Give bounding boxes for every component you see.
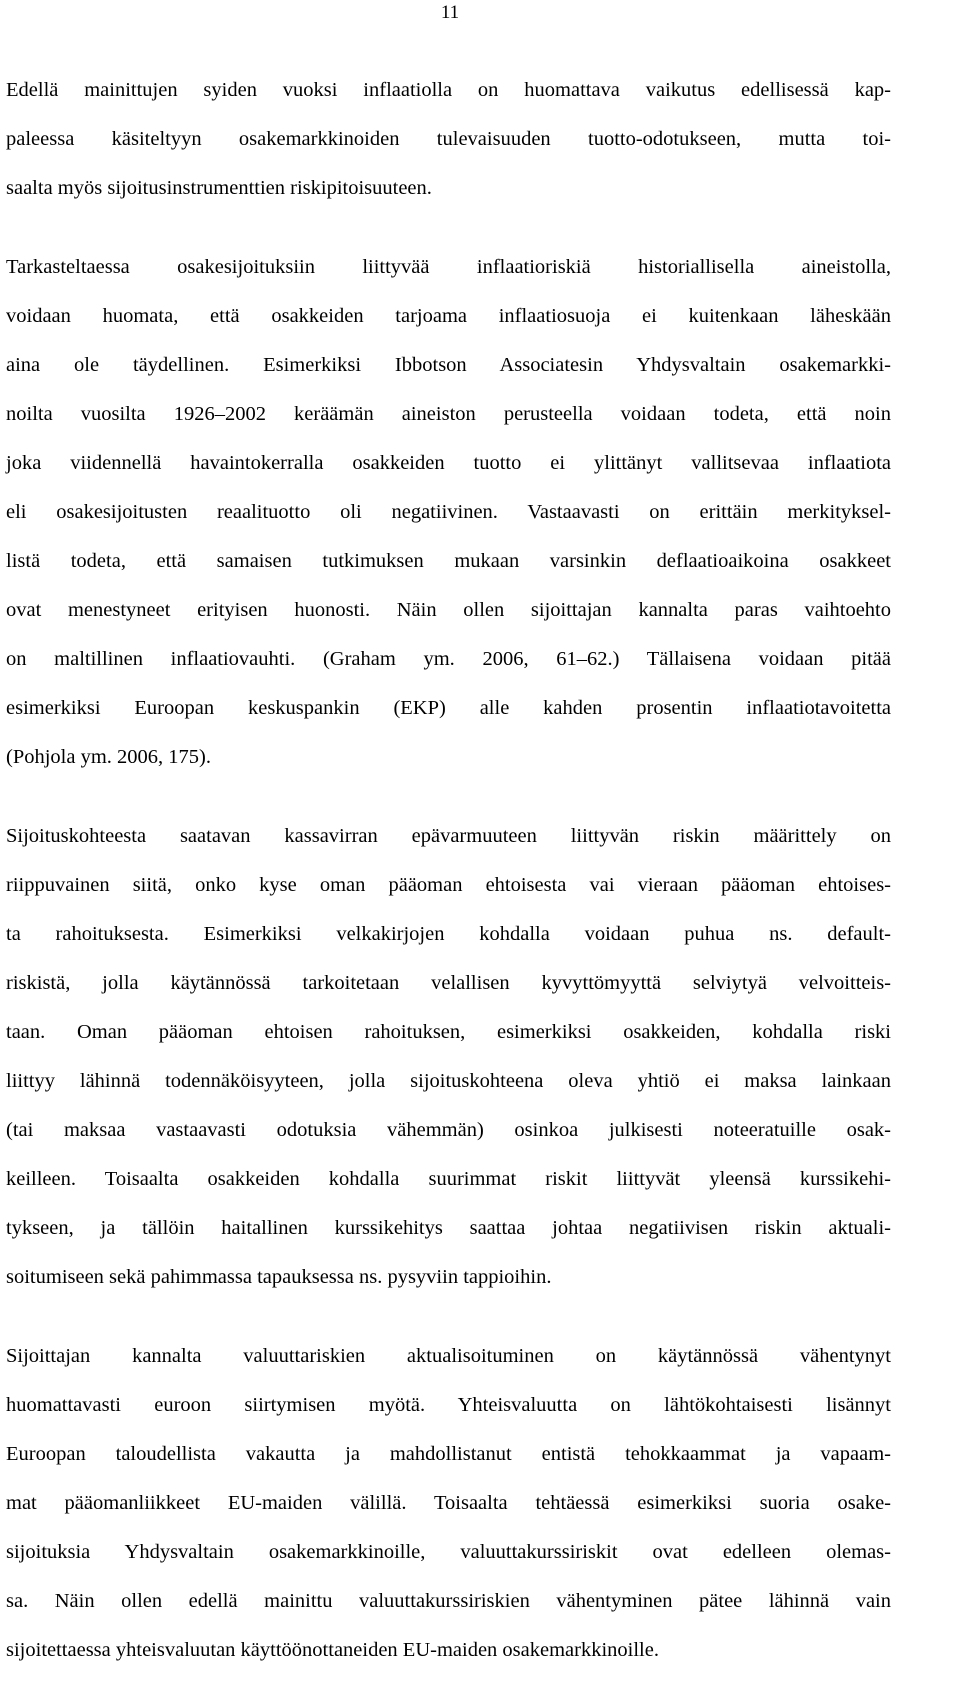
paragraph-2-line: noilta vuosilta 1926–2002 keräämän aineiston perusteella voidaan todeta, että noin [6, 403, 891, 425]
page-number: 11 [440, 2, 460, 23]
paragraph-1-line: paleessa käsiteltyyn osakemarkkinoiden tulevaisuuden tuotto-odotukseen, mutta toi- [6, 128, 891, 150]
paragraph-4-line: huomattavasti euroon siirtymisen myötä. Yhteisvaluutta on lähtökohtaisesti lisännyt [6, 1394, 891, 1416]
paragraph-3-line: liittyy lähinnä todennäköisyyteen, jolla sijoituskohteena oleva yhtiö ei maksa lainkaan [6, 1070, 891, 1092]
paragraph-4-line: Euroopan taloudellista vakautta ja mahdollistanut entistä tehokkaammat ja vapaam- [6, 1443, 891, 1465]
paragraph-3-line: (tai maksaa vastaavasti odotuksia vähemmän) osinkoa julkisesti noteeratuille osak- [6, 1119, 891, 1141]
paragraph-2-line: voidaan huomata, että osakkeiden tarjoama inflaatiosuoja ei kuitenkaan läheskään [6, 305, 891, 327]
paragraph-3-line: riippuvainen siitä, onko kyse oman pääoman ehtoisesta vai vieraan pääoman ehtoises- [6, 874, 891, 896]
paragraph-2-line: listä todeta, että samaisen tutkimuksen mukaan varsinkin deflaatioaikoina osakkeet [6, 550, 891, 572]
paragraph-4-line: sa. Näin ollen edellä mainittu valuuttakurssiriskien vähentyminen pätee lähinnä vain [6, 1590, 891, 1612]
paragraph-4-line: sijoitettaessa yhteisvaluutan käyttöönottaneiden EU-maiden osakemarkkinoille. [6, 1639, 659, 1661]
paragraph-4-line: sijoituksia Yhdysvaltain osakemarkkinoille, valuuttakurssiriskit ovat edelleen olemas- [6, 1541, 891, 1563]
paragraph-3-line: tykseen, ja tällöin haitallinen kurssikehitys saattaa johtaa negatiivisen riskin aktuali- [6, 1217, 891, 1239]
paragraph-4-line: Sijoittajan kannalta valuuttariskien aktualisoituminen on käytännössä vähentynyt [6, 1345, 891, 1367]
paragraph-2-line: Tarkasteltaessa osakesijoituksiin liittyvää inflaatioriskiä historiallisella aineistolla, [6, 256, 891, 278]
paragraph-2-line: joka viidennellä havaintokerralla osakkeiden tuotto ei ylittänyt vallitsevaa inflaatiota [6, 452, 891, 474]
paragraph-3-line: taan. Oman pääoman ehtoisen rahoituksen, esimerkiksi osakkeiden, kohdalla riski [6, 1021, 891, 1043]
paragraph-2-line: esimerkiksi Euroopan keskuspankin (EKP) alle kahden prosentin inflaatiotavoitetta [6, 697, 891, 719]
paragraph-3-line: ta rahoituksesta. Esimerkiksi velkakirjojen kohdalla voidaan puhua ns. default- [6, 923, 891, 945]
paragraph-3-line: riskistä, jolla käytännössä tarkoitetaan velallisen kyvyttömyyttä selviytyä velvoitteis- [6, 972, 891, 994]
paragraph-2-line: on maltillinen inflaatiovauhti. (Graham ym. 2006, 61–62.) Tällaisena voidaan pitää [6, 648, 891, 670]
paragraph-4-line: mat pääomanliikkeet EU-maiden välillä. Toisaalta tehtäessä esimerkiksi suoria osake- [6, 1492, 891, 1514]
paragraph-2-line: eli osakesijoitusten reaalituotto oli negatiivinen. Vastaavasti on erittäin merkityksel- [6, 501, 891, 523]
paragraph-3-line: soitumiseen sekä pahimmassa tapauksessa ns. pysyviin tappioihin. [6, 1266, 552, 1288]
paragraph-2-line: (Pohjola ym. 2006, 175). [6, 746, 211, 768]
paragraph-1-line: saalta myös sijoitusinstrumenttien riskipitoisuuteen. [6, 177, 432, 199]
paragraph-3-line: keilleen. Toisaalta osakkeiden kohdalla suurimmat riskit liittyvät yleensä kurssikehi- [6, 1168, 891, 1190]
paragraph-3-line: Sijoituskohteesta saatavan kassavirran epävarmuuteen liittyvän riskin määrittely on [6, 825, 891, 847]
paragraph-2-line: aina ole täydellinen. Esimerkiksi Ibbotson Associatesin Yhdysvaltain osakemarkki- [6, 354, 891, 376]
paragraph-2-line: ovat menestyneet erityisen huonosti. Näin ollen sijoittajan kannalta paras vaihtoehto [6, 599, 891, 621]
paragraph-1-line: Edellä mainittujen syiden vuoksi inflaatiolla on huomattava vaikutus edellisessä kap- [6, 79, 891, 101]
